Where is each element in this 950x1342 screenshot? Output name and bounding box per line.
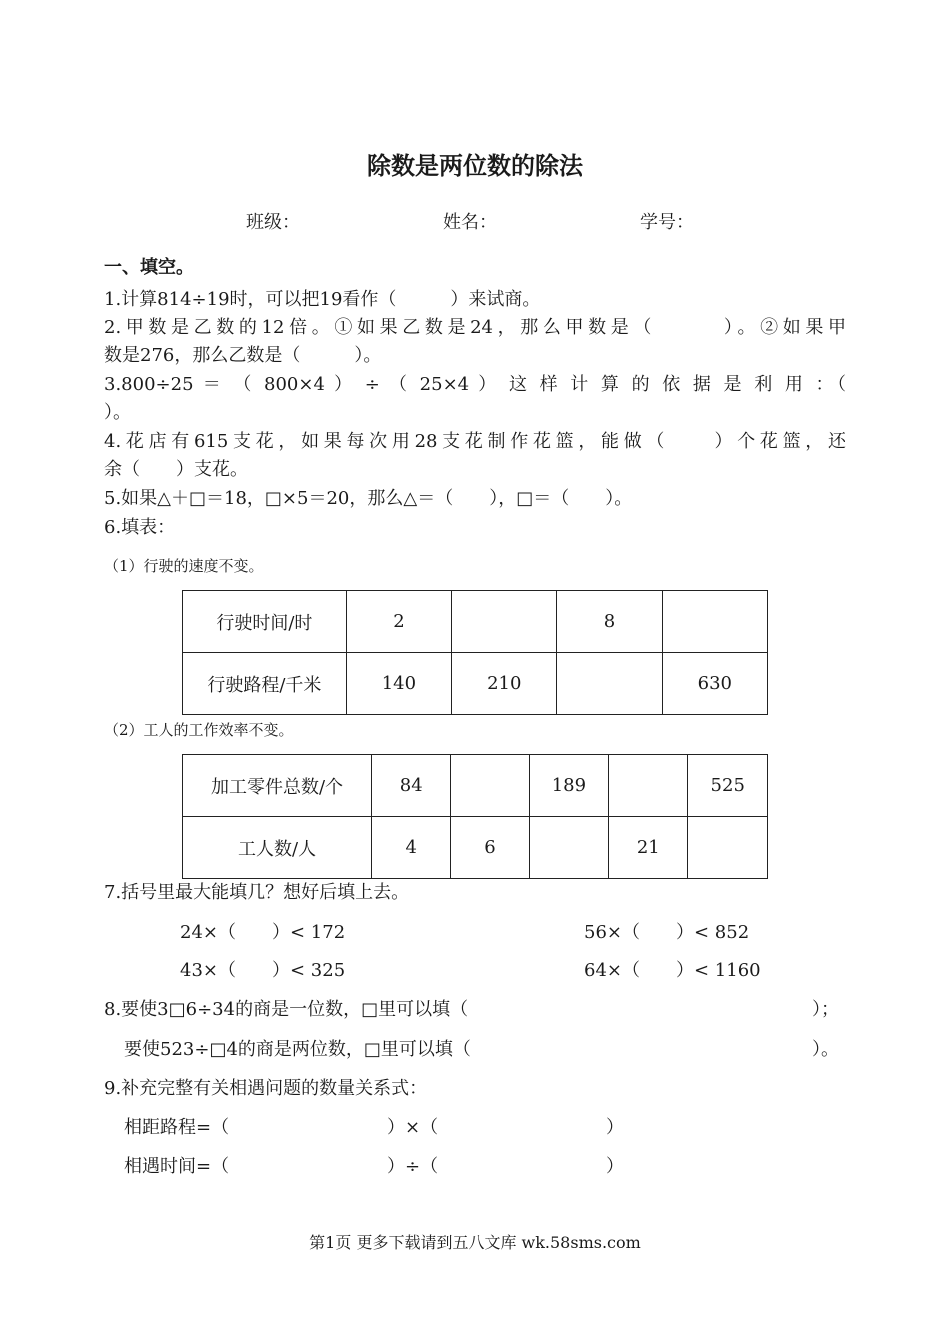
table-cell: 6 [451,817,529,879]
inequality-item: 43×（ ）< 325 [180,960,346,981]
table-cell: 84 [372,755,451,817]
table-row-header: 工人数/人 [183,817,372,879]
table-row-header: 行驶路程/千米 [183,653,347,715]
table-cell [529,817,608,879]
table-cell: 2 [346,591,451,653]
question-6: 6.填表： [104,517,176,538]
table-cell [688,817,768,879]
work-efficiency-table [182,754,768,879]
inequality-item: 56×（ ）< 852 [584,922,750,943]
relation-line-2-end: ） [606,1156,624,1177]
question-2-line-1: 2.甲数是乙数的12倍。①如果乙数是24，那么甲数是（ ）。②如果甲 [104,317,846,338]
table-row-header: 加工零件总数/个 [183,755,372,817]
section-heading: 一、填空。 [104,257,194,278]
table-cell: 8 [557,591,662,653]
relation-line-1-mid: ）×（ [387,1117,439,1138]
question-4-line-1: 4.花店有615支花，如果每次用28支花制作花篮，能做（ ）个花篮，还 [104,431,846,452]
relation-line-1-end: ） [606,1117,624,1138]
inequality-item: 24×（ ）< 172 [180,922,346,943]
table-cell: 189 [529,755,608,817]
relation-line-1-start: 相距路程=（ [124,1117,230,1138]
table-cell [609,755,688,817]
table-cell: 630 [662,653,767,715]
name-label: 姓名： [443,212,497,233]
question-3-line-1: 3.800÷25 ＝ （ 800×4 ） ÷ （ 25×4 ） 这 样 计 算 的 依 据 是 利 用 ：（ [104,374,846,395]
question-4-line-2: 余（ ）支花。 [104,459,248,480]
question-8-line-1-end: ）； [812,999,839,1020]
table-cell [662,591,767,653]
table-row-header: 行驶时间/时 [183,591,347,653]
question-3-line-2: ）。 [104,402,131,423]
question-8-line-2-end: ）。 [812,1039,839,1060]
question-6-sub-2: （2）工人的工作效率不变。 [104,721,294,739]
question-8-line-2: 要使523÷□4的商是两位数，□里可以填（ [124,1039,471,1060]
question-7: 7.括号里最大能填几？想好后填上去。 [104,882,410,903]
class-label: 班级： [246,212,300,233]
table-cell: 140 [346,653,451,715]
page-footer: 第1页 更多下载请到五八文库 wk.58sms.com [309,1233,641,1252]
relation-line-2-mid: ）÷（ [387,1156,439,1177]
question-6-sub-1: （1）行驶的速度不变。 [104,557,264,575]
table-cell: 21 [609,817,688,879]
question-8-line-1: 8.要使3□6÷34的商是一位数，□里可以填（ [104,999,469,1020]
question-5: 5.如果△＋□＝18，□×5＝20，那么△＝（ ），□＝（ ）。 [104,488,633,509]
table-cell [451,755,529,817]
student-number-label: 学号： [640,212,694,233]
page-title: 除数是两位数的除法 [367,151,583,180]
table-cell: 210 [452,653,557,715]
question-1: 1.计算814÷19时，可以把19看作（ ）来试商。 [104,289,541,310]
speed-table [182,590,768,715]
table-cell [557,653,662,715]
relation-line-2-start: 相遇时间=（ [124,1156,230,1177]
table-cell: 4 [372,817,451,879]
inequality-item: 64×（ ）< 1160 [584,960,761,981]
table-cell: 525 [688,755,768,817]
question-9: 9.补充完整有关相遇问题的数量关系式： [104,1078,428,1099]
question-2-line-2: 数是276，那么乙数是（ ）。 [104,345,382,366]
table-cell [452,591,557,653]
